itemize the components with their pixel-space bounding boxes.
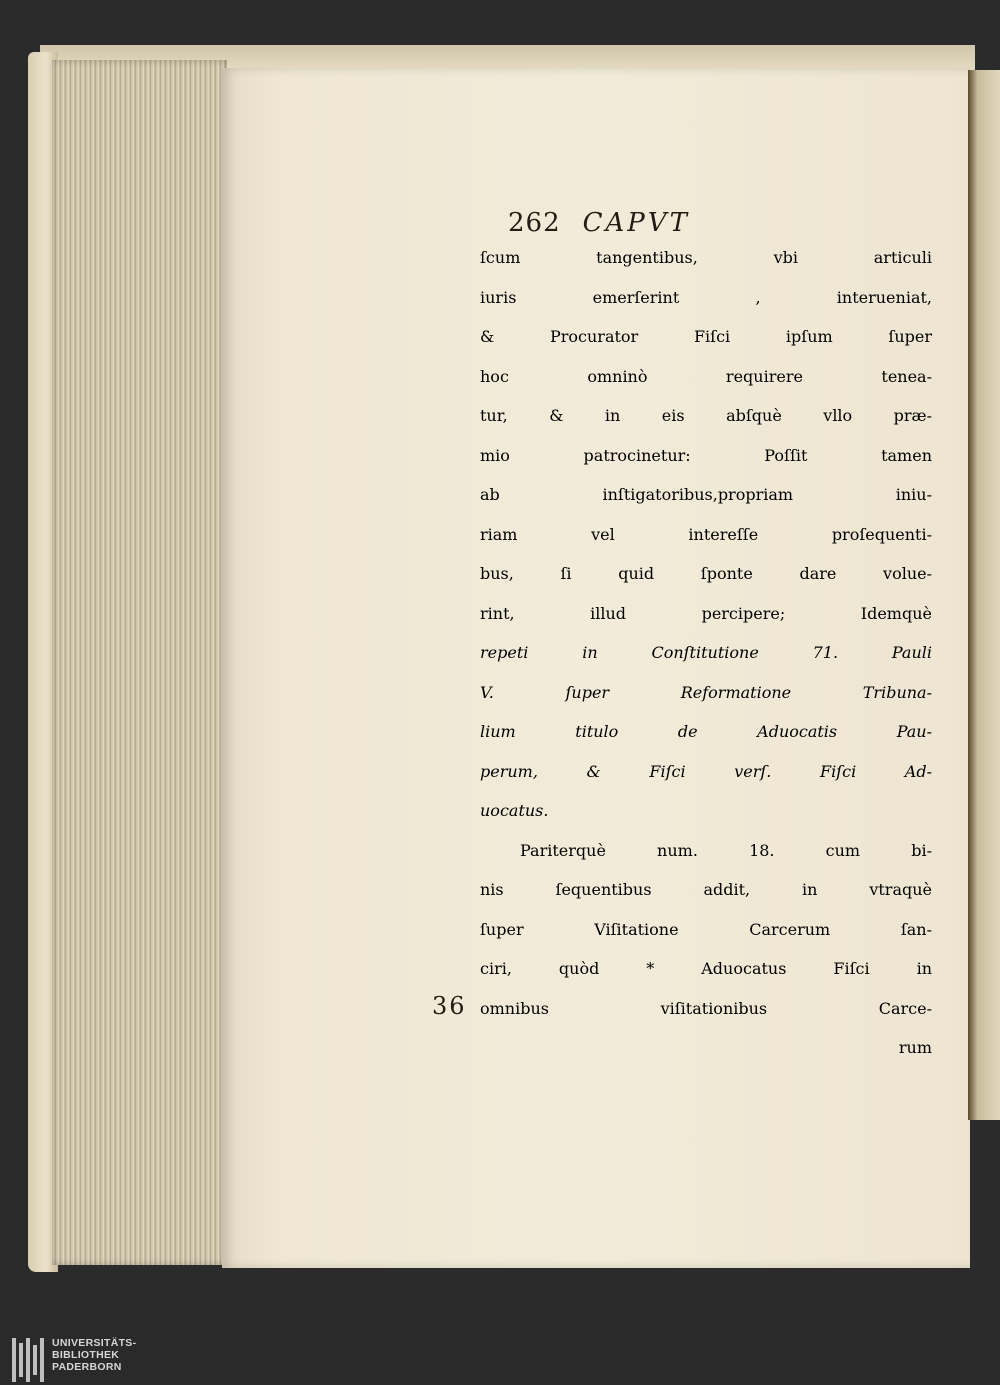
page-number: 262 xyxy=(508,208,561,238)
library-logo-text xyxy=(52,1337,136,1373)
catchword: rum xyxy=(898,1038,932,1057)
text-line: ſcum tangentibus, vbi articuli xyxy=(480,248,932,267)
body-text xyxy=(480,248,932,1078)
text-line: ab inſtigatoribus,propriam iniu- xyxy=(480,485,932,504)
text-line: riam vel intereſſe proſequenti- xyxy=(480,524,932,544)
text-line: tur, & in eis abſquè vllo præ- xyxy=(480,406,932,425)
page-edges xyxy=(52,60,227,1265)
text-line: iuris emerſerint , interueniat, xyxy=(480,287,932,307)
text-line: lium titulo de Aduocatis Pau- xyxy=(480,722,932,741)
library-logo-icon xyxy=(12,1338,46,1382)
text-line: ciri, quòd * Aduocatus Fiſci in xyxy=(480,959,932,978)
margin-note: 36 xyxy=(432,992,467,1020)
text-line: rint, illud percipere; Idemquè xyxy=(480,603,932,623)
text-line: bus, ſi quid ſponte dare volue- xyxy=(480,564,932,583)
logo-line: PADERBORN xyxy=(52,1361,122,1373)
text-line: repeti in Conſtitutione 71. Pauli xyxy=(480,643,932,662)
running-title: CAPVT xyxy=(582,208,690,238)
text-line: nis ſequentibus addit, in vtraquè xyxy=(480,880,932,899)
text-line: perum, & Fiſci verſ. Fiſci Ad- xyxy=(480,761,932,781)
text-line: hoc omninò requirere tenea- xyxy=(480,366,932,386)
running-head xyxy=(508,208,808,244)
footer-bar xyxy=(0,1335,1000,1385)
facing-page-strip xyxy=(968,70,1000,1120)
text-line: Pariterquè num. 18. cum bi- xyxy=(520,840,932,860)
text-line: mio patrocinetur: Poſſit tamen xyxy=(480,445,932,465)
logo-line: UNIVERSITÄTS- xyxy=(52,1337,137,1349)
text-line: ſuper Viſitatione Carcerum ſan- xyxy=(480,919,932,939)
text-line: uocatus. xyxy=(480,801,549,820)
text-line: V. ſuper Reformatione Tribuna- xyxy=(480,682,932,702)
text-line: omnibus viſitationibus Carce- xyxy=(480,998,932,1018)
text-line: & Procurator Fiſci ipſum ſuper xyxy=(480,327,932,346)
logo-line: BIBLIOTHEK xyxy=(52,1349,120,1361)
